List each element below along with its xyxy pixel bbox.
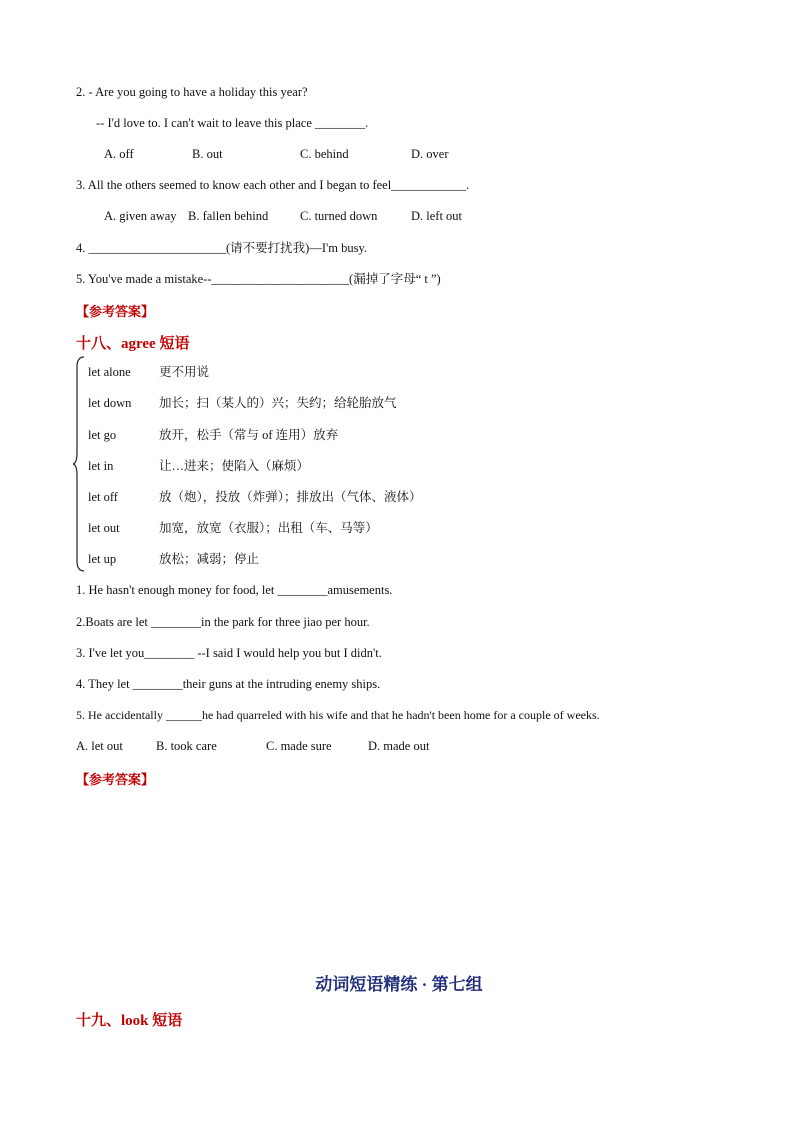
s18-question-5: 5. He accidentally ______he had quarreled with his wife and that he hadn't been home for a couple of weeks.	[76, 708, 600, 722]
q3-option-b: B. fallen behind	[188, 209, 269, 223]
q2-reply: -- I'd love to. I can't wait to leave this place ________.	[96, 116, 369, 130]
phrase-term: let down	[88, 396, 132, 410]
s18-q5-option-d: D. made out	[368, 739, 430, 753]
phrase-term: let alone	[88, 365, 131, 379]
s18-question-2: 2.Boats are let ________in the park for three jiao per hour.	[76, 615, 370, 629]
phrase-meaning: 加宽，放宽（衣服）；出租（车、马等）	[159, 521, 378, 535]
q3-stem: 3. All the others seemed to know each other and I began to feel____________.	[76, 178, 470, 192]
phrase-term: let up	[88, 552, 117, 566]
q2-stem: 2. - Are you going to have a holiday this year?	[76, 85, 308, 99]
q5-line: 5. You've made a mistake--______________________(漏掉了字母“ t ”)	[76, 272, 441, 286]
s18-question-3: 3. I've let you________ --I said I would help you but I didn't.	[76, 646, 382, 660]
phrase-term: let in	[88, 459, 114, 473]
q2-option-d: D. over	[411, 147, 449, 161]
phrase-term: let out	[88, 521, 120, 535]
left-brace-icon	[72, 355, 86, 573]
answer-label-2: 【参考答案】	[76, 772, 155, 787]
phrase-meaning: 放开，松手（常与 of 连用）放弃	[159, 428, 339, 442]
phrase-meaning: 放（炮），投放（炸弹）；排放出（气体、液体）	[159, 490, 422, 504]
s18-question-1: 1. He hasn't enough money for food, let ________amusements.	[76, 583, 393, 597]
q4-line: 4. ______________________(请不要打扰我)—I'm busy.	[76, 241, 368, 255]
phrase-meaning: 更不用说	[159, 365, 210, 379]
q3-option-d: D. left out	[411, 209, 463, 223]
s18-q5-option-c: C. made sure	[266, 739, 332, 753]
phrase-meaning: 让…进来；使陷入（麻烦）	[159, 459, 310, 473]
s18-q5-option-b: B. took care	[156, 739, 217, 753]
q2-option-b: B. out	[192, 147, 223, 161]
s18-question-4: 4. They let ________their guns at the intruding enemy ships.	[76, 677, 381, 691]
section-18-heading: 十八、agree 短语	[76, 336, 190, 352]
s18-q5-option-a: A. let out	[76, 739, 123, 753]
q2-option-a: A. off	[104, 147, 134, 161]
q2-option-c: C. behind	[300, 147, 349, 161]
phrase-meaning: 加长；扫（某人的）兴；失约；给轮胎放气	[159, 396, 397, 410]
group-title: 动词短语精练 · 第七组	[315, 975, 483, 994]
answer-label-1: 【参考答案】	[76, 304, 155, 319]
q3-option-c: C. turned down	[300, 209, 378, 223]
q3-option-a: A. given away	[104, 209, 177, 223]
phrase-term: let go	[88, 428, 117, 442]
phrase-meaning: 放松；减弱；停止	[159, 552, 260, 566]
phrase-term: let off	[88, 490, 118, 504]
section-19-heading: 十九、look 短语	[76, 1013, 183, 1029]
